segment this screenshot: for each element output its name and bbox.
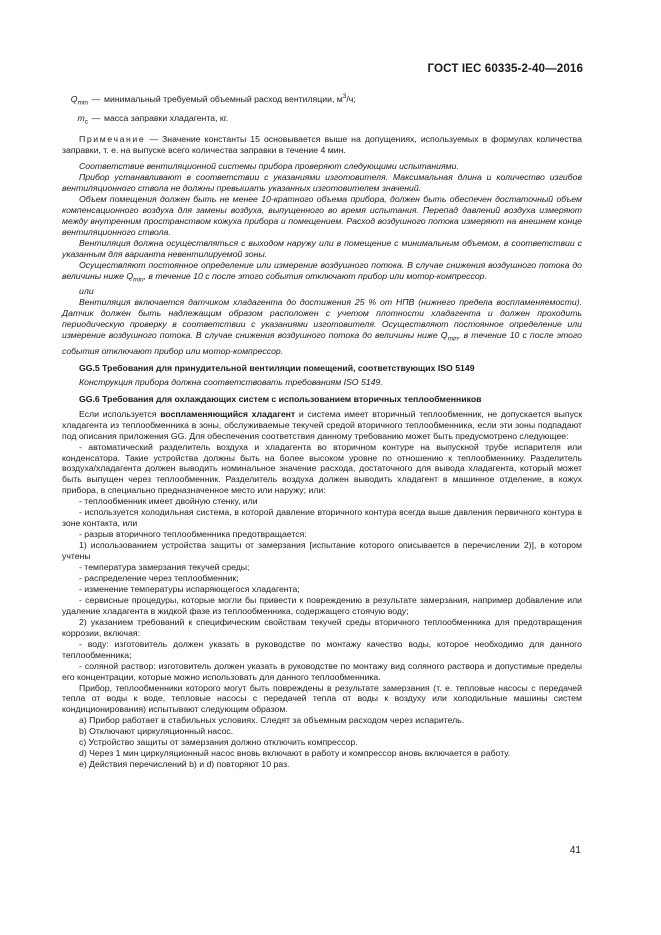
list-item: 1) использованием устройства защиты от замерзания [испытание которого описывается в перечислении 2)], в котором учтены	[62, 540, 582, 562]
list-item: - сервисные процедуры, которые могли бы привести к повреждению в результате замерзания, например добавление или удаление хладагента в жидкой фазе из теплообменника, содержащего стоячую воду;	[62, 594, 582, 616]
definition-mc: $m_c$ — масса заправки хладагента, кг.	[77, 112, 229, 126]
page-number: 41	[569, 845, 581, 856]
list-item: - разрыв вторичного теплообменника предотвращается:	[79, 529, 307, 540]
list-item: - автоматический разделитель воздуха и хладагента во вторичном контуре на выпускной трубе испарителя или конденсатора. Такие устройства должны быть на более высоком уровне по отношению к теплообменнику. Разделитель воздуха/хладагента должен выводить номинальное значение расхода, достаточного для вывода хладагента, который может быть выпущен через теплообменник. Разделитель воздуха должен выводить хладагент в машинное отделение, в кожух прибора, в специально предназначенное место или наружу; или:	[62, 441, 582, 496]
definition-qmin: $Q_{min}$ — минимальный требуемый объемный расход вентиляции, $м^3/ч$;	[70, 93, 356, 107]
test-ventilation-outlet: Вентиляция должна осуществляться с выходом наружу или в помещение с минимальным объемом, в соответствии с указанным для варианта невентилируемой зоны.	[62, 237, 582, 259]
test-room-volume: Объем помещения должен быть не менее 10-кратного объема прибора, должен быть обеспечен достаточный объем компенсационного воздуха для замены воздуха, выпущенного во время испытания. Перепад давлений воздуха измеряют между внутренним пространством кожуха прибора и помещением. Расход воздушного потока измеряют на внешнем конце вентиляционного ствола.	[62, 194, 582, 237]
section-gg6-heading: GG.6 Требования для охлаждающих систем с использованием вторичных теплообменников	[79, 393, 482, 404]
test-installation: Прибор устанавливают в соответствии с указаниями изготовителя. Максимальная длина и количество изгибов вентиляционного ствола не должны превышать указанных изготовителем значений.	[62, 172, 582, 194]
test-intro: Соответствие вентиляционной системы прибора проверяют следующими испытаниями.	[79, 161, 459, 172]
gg6-intro: Если используется воспламеняющийся хладагент и система имеет вторичный теплообменник, не допускается выпуск хладагента из теплообменника в зоны, обслуживаемые текучей средой вторичного теплообменника, если эти зоны подпадают под описания приложения GG. Для обеспечения соответствия данному требованию может быть предусмотрено следующее:	[62, 408, 582, 441]
list-item: a) Прибор работает в стабильных условиях. Следят за объемным расходом через испаритель.	[79, 715, 465, 726]
list-item: - используется холодильная система, в которой давление вторичного контура всегда выше давления первичного контура в зоне контакта, или	[62, 507, 582, 529]
list-item: 2) указанием требований к специфическим свойствам текучей среды вторичного теплообменника для предотвращения коррозии, включая:	[62, 616, 582, 638]
section-gg5-text: Конструкция прибора должна соответствовать требованиям ISO 5149.	[79, 376, 383, 387]
test-airflow-monitoring: Осуществляют постоянное определение или измерение воздушного потока. В случае снижения воздушного потока до величины ниже $Q_{min}$, в течение 10 с после этого события отключают прибор или мотор-компрессор.	[62, 259, 582, 284]
standard-header: ГОСТ IEC 60335-2-40—2016	[427, 62, 583, 75]
page-content	[62, 92, 582, 770]
list-item: - распределение через теплообменник;	[79, 573, 239, 583]
list-item: - теплообменник имеет двойную стенку, или	[79, 496, 258, 507]
list-item: - соляной раствор: изготовитель должен указать в руководстве по монтажу вид соляного раствора и допустимые пределы его концентрации, которые можно использовать для данного теплообменника.	[62, 660, 582, 682]
list-item: - температура замерзания текучей среды;	[79, 562, 250, 573]
list-item: b) Отключают циркуляционный насос.	[79, 726, 234, 737]
device-test-intro: Прибор, теплообменники которого могут быть повреждены в результате замерзания (т. е. тепловые насосы с передачей тепла от воды к воде, тепловые насосы с передачей тепла от воды к воздуху или холодильные машины систем кондиционирования) испытывают следующим образом.	[62, 682, 582, 715]
list-item: - изменение температуры испаряющегося хладагента;	[79, 583, 300, 594]
list-item: e) Действия перечислений b) и d) повторяют 10 раз.	[79, 759, 290, 770]
list-item: d) Через 1 мин циркуляционный насос вновь включают в работу и компрессор вновь включается в работу.	[79, 748, 511, 759]
list-item: c) Устройство защиты от замерзания должно отключить компрессор.	[79, 737, 358, 748]
test-refrigerant-sensor: Вентиляция включается датчиком хладагента до достижения 25 % от НПВ (нижнего предела воспламеняемости). Датчик должен быть надлежащим образом расположен с учетом плотности хладагента и должен проходить периодическую проверку в соответствии с указаниями изготовителя. Осуществляют постоянное определение или измерение воздушного потока. В случае снижения воздушного потока до величины ниже $Q_{min}$, в течение 10 с после этого события отключают прибор или мотор-компрессор.	[62, 297, 582, 356]
or-separator: или	[79, 286, 94, 297]
note: Примечание — Значение константы 15 основывается выше на допущениях, используемых в формулах количества заправки, т. е. на выпуске всего количества заправки в течение 4 мин.	[62, 134, 582, 156]
list-item: - воду: изготовитель должен указать в руководстве по монтажу качество воды, которое необходимо для данного теплообменника;	[62, 638, 582, 660]
section-gg5-heading: GG.5 Требования для принудительной вентиляции помещений, соответствующих ISO 5149	[79, 362, 475, 373]
